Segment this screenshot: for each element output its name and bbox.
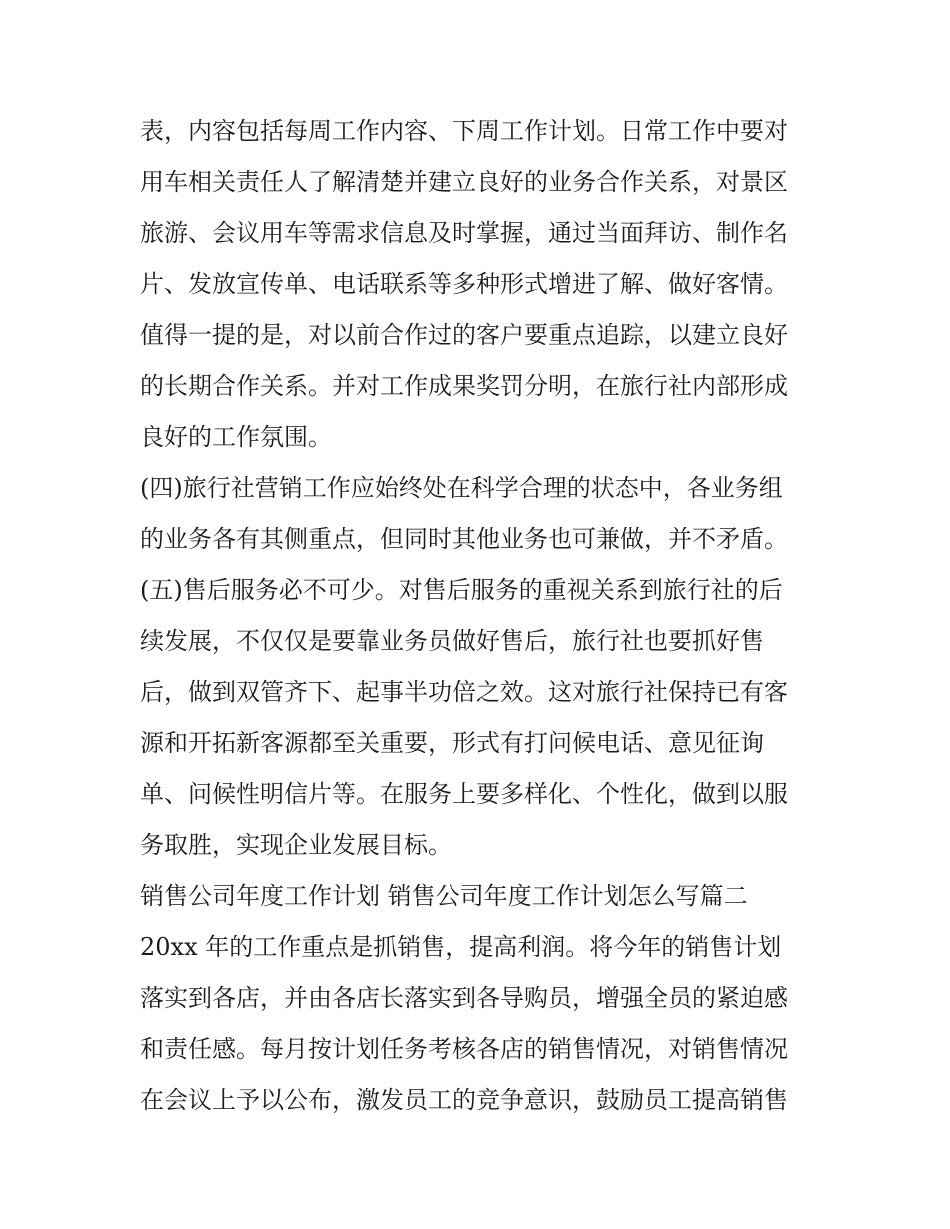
text-line: 的长期合作关系。并对工作成果奖罚分明，在旅行社内部形成 [140, 372, 788, 400]
text-line: 良好的工作氛围。 [140, 423, 332, 451]
text-line: 在会议上予以公布，激发员工的竞争意识，鼓励员工提高销售 [140, 1086, 788, 1114]
text-line: 源和开拓新客源都至关重要，形式有打问候电话、意见征询 [140, 729, 764, 757]
text-line: 用车相关责任人了解清楚并建立良好的业务合作关系，对景区 [140, 168, 788, 196]
text-line: 片、发放宣传单、电话联系等多种形式增进了解、做好客情。 [140, 270, 788, 298]
text-line: 续发展，不仅仅是要靠业务员做好售后，旅行社也要抓好售 [140, 627, 764, 655]
section-heading: 销售公司年度工作计划 销售公司年度工作计划怎么写篇二 [140, 882, 748, 910]
text-line: 落实到各店，并由各店长落实到各导购员，增强全员的紧迫感 [140, 984, 788, 1012]
text-line: 值得一提的是，对以前合作过的客户要重点追踪，以建立良好 [140, 321, 788, 349]
document-body [140, 106, 820, 1126]
text-line: 的业务各有其侧重点，但同时其他业务也可兼做，并不矛盾。 [140, 525, 788, 553]
text-line: 20xx 年的工作重点是抓销售，提高利润。将今年的销售计划 [140, 933, 782, 961]
text-line: 务取胜，实现企业发展目标。 [140, 831, 452, 859]
text-line: 和责任感。每月按计划任务考核各店的销售情况，对销售情况 [140, 1035, 788, 1063]
text-line: 表，内容包括每周工作内容、下周工作计划。日常工作中要对 [140, 117, 788, 145]
text-line: 旅游、会议用车等需求信息及时掌握，通过当面拜访、制作名 [140, 219, 788, 247]
text-line: (四)旅行社营销工作应始终处在科学合理的状态中，各业务组 [140, 474, 783, 502]
text-line: 后，做到双管齐下、起事半功倍之效。这对旅行社保持已有客 [140, 678, 788, 706]
text-line: (五)售后服务必不可少。对售后服务的重视关系到旅行社的后 [140, 576, 783, 604]
text-line: 单、问候性明信片等。在服务上要多样化、个性化，做到以服 [140, 780, 788, 808]
